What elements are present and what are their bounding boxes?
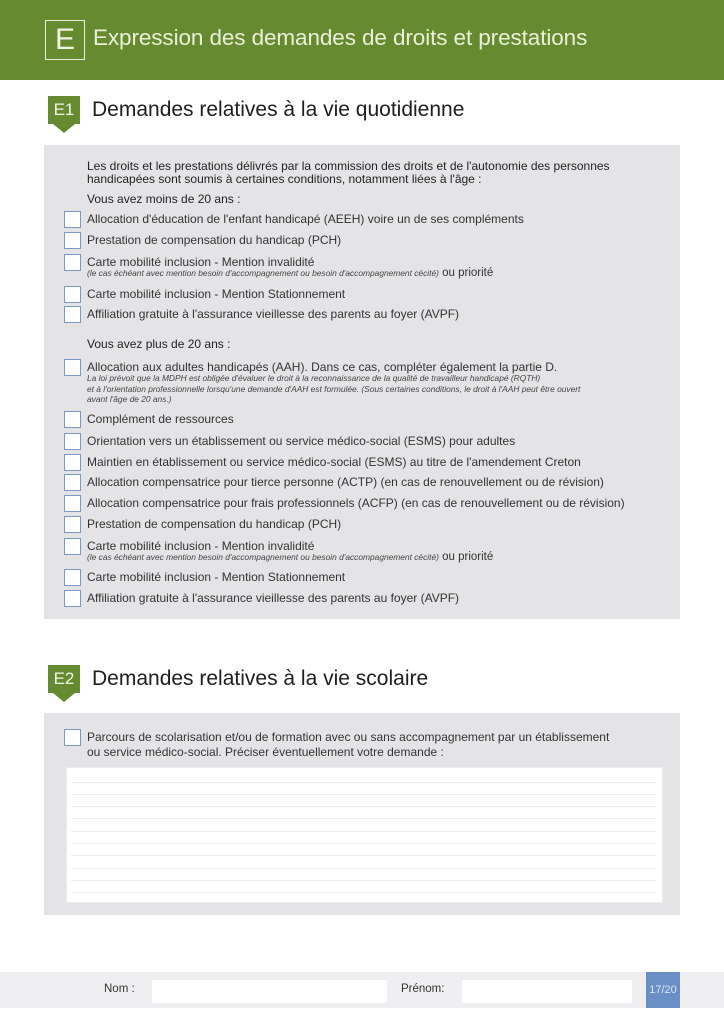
ruled-line (71, 892, 656, 893)
note-line: La loi prévoit que la MDPH est obligée d'évaluer le droit à la reconnaissance de la qualité de travailleur handicapé (RQTH) (87, 373, 541, 383)
checkbox-label[interactable] (87, 730, 609, 760)
section-title: Expression des demandes de droits et prestations (93, 25, 588, 50)
under-20-heading: Vous avez moins de 20 ans : (87, 192, 241, 206)
page-number: 17/20 (646, 972, 680, 1008)
ruled-line (71, 880, 656, 881)
note-line: avant l'âge de 20 ans.) (87, 394, 172, 404)
checkbox-label[interactable]: Allocation aux adultes handicapés (AAH). Dans ce cas, compléter également la partie D. (87, 360, 558, 374)
checkbox[interactable] (64, 495, 81, 512)
page-footer (0, 972, 724, 1008)
subsection-title-e1: Demandes relatives à la vie quotidienne (92, 98, 465, 121)
ruled-line (71, 855, 656, 856)
note-tail: ou priorité (438, 551, 494, 563)
over-20-heading: Vous avez plus de 20 ans : (87, 337, 231, 351)
checkbox-label[interactable]: Affiliation gratuite à l'assurance vieillesse des parents au foyer (AVPF) (87, 307, 460, 321)
checkbox-label[interactable]: Prestation de compensation du handicap (PCH) (87, 233, 342, 247)
checkbox[interactable] (64, 254, 81, 271)
label-line: ou service médico-social. Préciser éventuellement votre demande : (87, 745, 444, 759)
checkbox-label[interactable]: Prestation de compensation du handicap (PCH) (87, 517, 342, 531)
checkbox[interactable] (64, 516, 81, 533)
subsection-title-e2: Demandes relatives à la vie scolaire (92, 667, 429, 690)
checkbox[interactable] (64, 538, 81, 555)
subsection-badge-e1: E1 (48, 96, 80, 124)
demand-details-textarea[interactable] (66, 767, 663, 903)
checkbox-label[interactable]: Carte mobilité inclusion - Mention invalidité (87, 255, 315, 269)
nom-label: Nom : (104, 983, 135, 995)
ruled-line (71, 868, 656, 869)
checkbox-label[interactable]: Affiliation gratuite à l'assurance vieillesse des parents au foyer (AVPF) (87, 591, 460, 605)
label-line: Parcours de scolarisation et/ou de formation avec ou sans accompagnement par un établissement (87, 730, 610, 744)
checkbox[interactable] (64, 211, 81, 228)
checkbox[interactable] (64, 232, 81, 249)
checkbox[interactable] (64, 454, 81, 471)
checkbox-label[interactable]: Allocation compensatrice pour tierce personne (ACTP) (en cas de renouvellement ou de révision) (87, 475, 604, 489)
note-text: (le cas échéant avec mention besoin d'accompagnement ou besoin d'accompagnement cécité) (87, 552, 439, 562)
checkbox-note (87, 268, 493, 279)
checkbox[interactable] (64, 569, 81, 586)
nom-input[interactable] (152, 980, 387, 1003)
note-line: et à l'orientation professionnelle lorsqu'une demande d'AAH est formulée. (Sous certaines conditions, le droit à l'AAH peut être ouvert (87, 383, 581, 394)
checkbox-label[interactable]: Carte mobilité inclusion - Mention invalidité (87, 539, 315, 553)
checkbox-label[interactable]: Carte mobilité inclusion - Mention Stationnement (87, 570, 346, 584)
ruled-line (71, 806, 656, 807)
checkbox-label[interactable]: Allocation compensatrice pour frais professionnels (ACFP) (en cas de renouvellement ou de révision) (87, 496, 625, 510)
note-tail: ou priorité (438, 267, 494, 279)
ruled-line (71, 843, 656, 844)
ruled-line (71, 831, 656, 832)
checkbox-label[interactable]: Complément de ressources (87, 412, 234, 426)
intro-line: handicapées sont soumis à certaines conditions, notamment liées à l'âge : (87, 172, 482, 186)
e1-intro-text (87, 160, 610, 186)
section-letter-badge: E (45, 20, 85, 60)
ruled-line (71, 794, 656, 795)
checkbox[interactable] (64, 359, 81, 376)
section-header-bar (0, 0, 724, 80)
checkbox-note (87, 552, 493, 563)
checkbox-note (87, 373, 580, 405)
prenom-input[interactable] (462, 980, 632, 1003)
ruled-line (71, 782, 656, 783)
checkbox[interactable] (64, 411, 81, 428)
note-text: (le cas échéant avec mention besoin d'accompagnement ou besoin d'accompagnement cécité) (87, 268, 439, 278)
ruled-line (71, 818, 656, 819)
checkbox[interactable] (64, 433, 81, 450)
checkbox[interactable] (64, 590, 81, 607)
checkbox[interactable] (64, 729, 81, 746)
subsection-badge-e2: E2 (48, 665, 80, 693)
checkbox[interactable] (64, 474, 81, 491)
checkbox[interactable] (64, 306, 81, 323)
checkbox-label[interactable]: Maintien en établissement ou service médico-social (ESMS) au titre de l'amendement Creton (87, 455, 581, 469)
prenom-label: Prénom: (401, 983, 445, 995)
checkbox[interactable] (64, 286, 81, 303)
intro-line: Les droits et les prestations délivrés par la commission des droits et de l'autonomie des personnes (87, 159, 610, 173)
checkbox-label[interactable]: Carte mobilité inclusion - Mention Stationnement (87, 287, 346, 301)
checkbox-label[interactable]: Orientation vers un établissement ou service médico-social (ESMS) pour adultes (87, 434, 516, 448)
checkbox-label[interactable]: Allocation d'éducation de l'enfant handicapé (AEEH) voire un de ses compléments (87, 212, 524, 226)
